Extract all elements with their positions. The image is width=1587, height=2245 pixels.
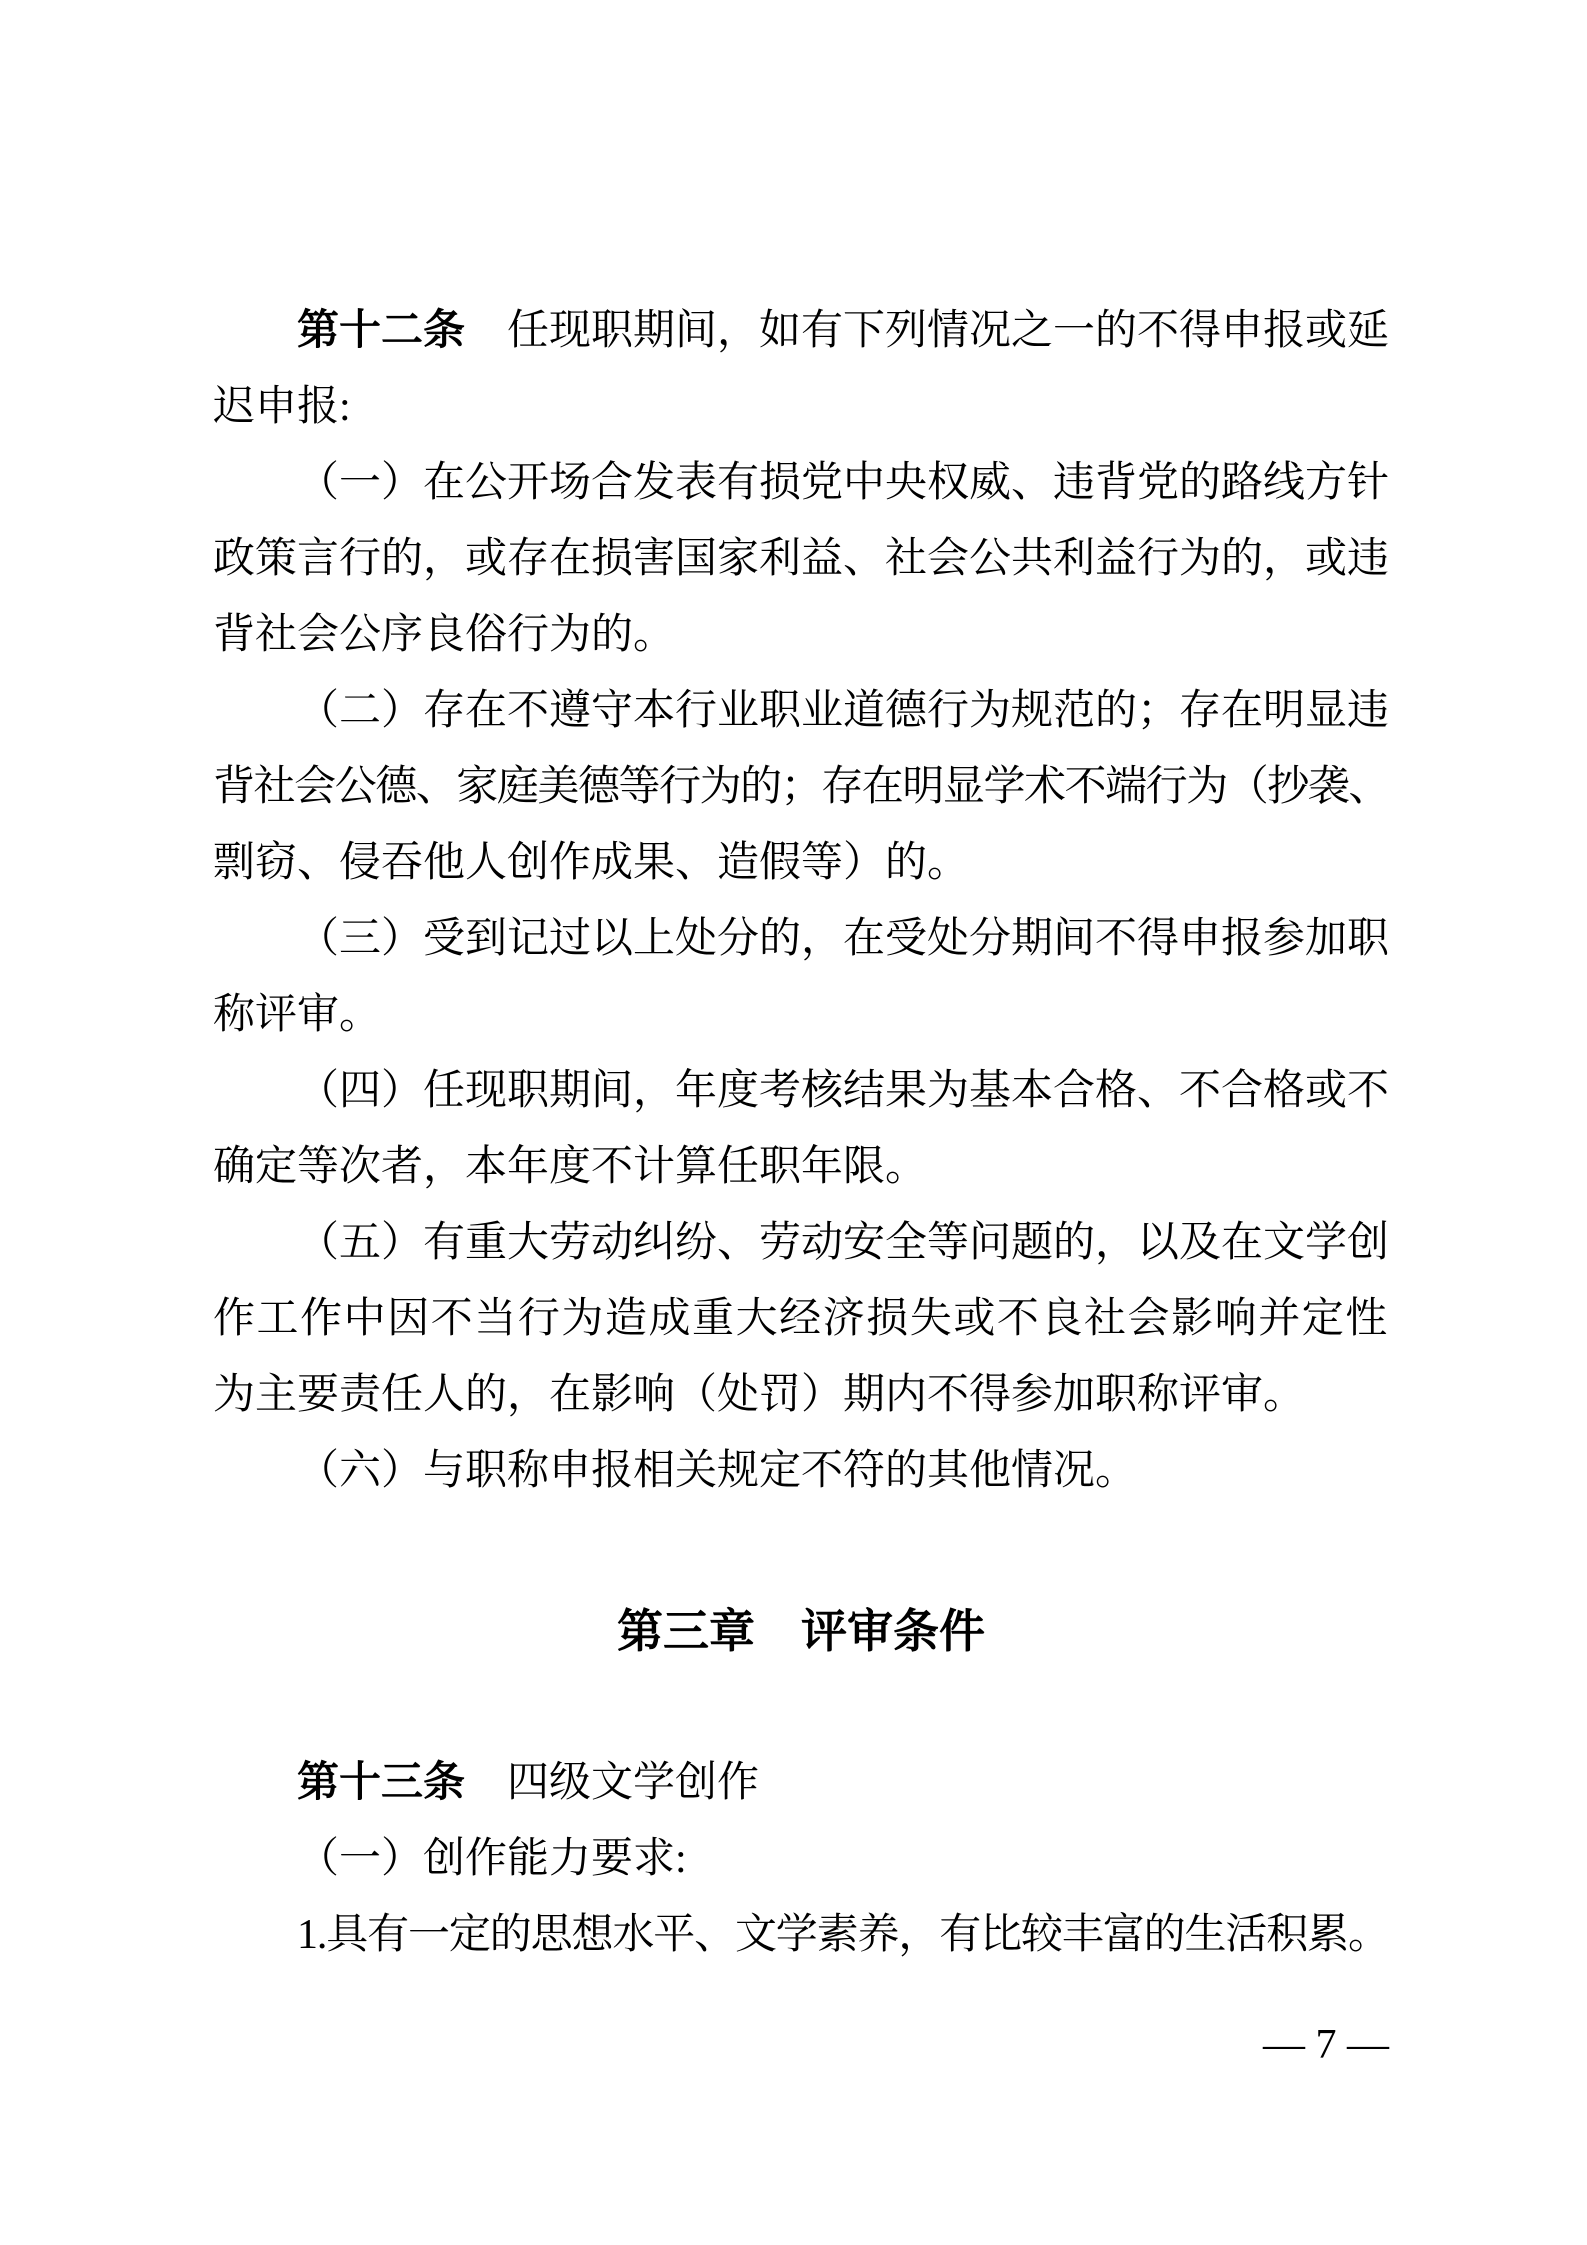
line-text: 背社会公德、家庭美德等行为的；存在明显学术不端行为（抄袭、 xyxy=(213,764,1389,810)
chapter-heading xyxy=(213,1593,1389,1669)
line-text: 背社会公序良俗行为的。 xyxy=(213,612,676,658)
line-text: 第三章 评审条件 xyxy=(617,1605,985,1657)
line-text: 剽窃、侵吞他人创作成果、造假等）的。 xyxy=(213,840,970,886)
line-text: 政策言行的，或存在损害国家利益、社会公共利益行为的，或违 xyxy=(213,536,1390,582)
text-line xyxy=(213,977,1389,1053)
text-line xyxy=(213,293,1389,369)
line-text: 1.具有一定的思想水平、文学素养，有比较丰富的生活积累。 xyxy=(297,1912,1389,1958)
line-text: 作工作中因不当行为造成重大经济损失或不良社会影响并定性 xyxy=(213,1296,1389,1342)
line-text: （四）任现职期间，年度考核结果为基本合格、不合格或不 xyxy=(297,1068,1390,1114)
text-line xyxy=(213,901,1389,977)
line-text: 迟申报: xyxy=(213,384,351,430)
text-line xyxy=(213,1821,1389,1897)
line-text: （一）在公开场合发表有损党中央权威、违背党的路线方针 xyxy=(297,460,1390,506)
text-line xyxy=(213,1281,1389,1357)
line-text: 四级文学创作 xyxy=(465,1760,760,1806)
article-number-label: 第十二条 xyxy=(297,308,466,354)
text-line xyxy=(213,1897,1389,1973)
text-line xyxy=(213,1357,1389,1433)
text-line xyxy=(213,1053,1389,1129)
line-text: （五）有重大劳动纠纷、劳动安全等问题的，以及在文学创 xyxy=(297,1220,1390,1266)
text-line xyxy=(213,1205,1389,1281)
line-text: （三）受到记过以上处分的，在受处分期间不得申报参加职 xyxy=(297,916,1390,962)
text-line xyxy=(213,521,1389,597)
text-line xyxy=(213,1433,1389,1509)
text-line xyxy=(213,597,1389,673)
text-line xyxy=(213,369,1389,445)
article-number-label: 第十三条 xyxy=(297,1760,466,1806)
line-text: 任现职期间，如有下列情况之一的不得申报或延 xyxy=(465,308,1390,354)
line-text: 确定等次者，本年度不计算任职年限。 xyxy=(213,1144,928,1190)
line-text: 称评审。 xyxy=(213,992,382,1038)
text-line xyxy=(213,749,1389,825)
text-line xyxy=(213,1129,1389,1205)
text-line xyxy=(213,825,1389,901)
text-line xyxy=(213,445,1389,521)
text-line xyxy=(213,673,1389,749)
line-text: （一）创作能力要求: xyxy=(297,1836,687,1882)
line-text: （六）与职称申报相关规定不符的其他情况。 xyxy=(297,1448,1138,1494)
text-line xyxy=(213,1745,1389,1821)
line-text: （二）存在不遵守本行业职业道德行为规范的；存在明显违 xyxy=(297,688,1390,734)
line-text: 为主要责任人的，在影响（处罚）期内不得参加职称评审。 xyxy=(213,1372,1306,1418)
page-number: — 7 — xyxy=(1263,2022,1389,2068)
